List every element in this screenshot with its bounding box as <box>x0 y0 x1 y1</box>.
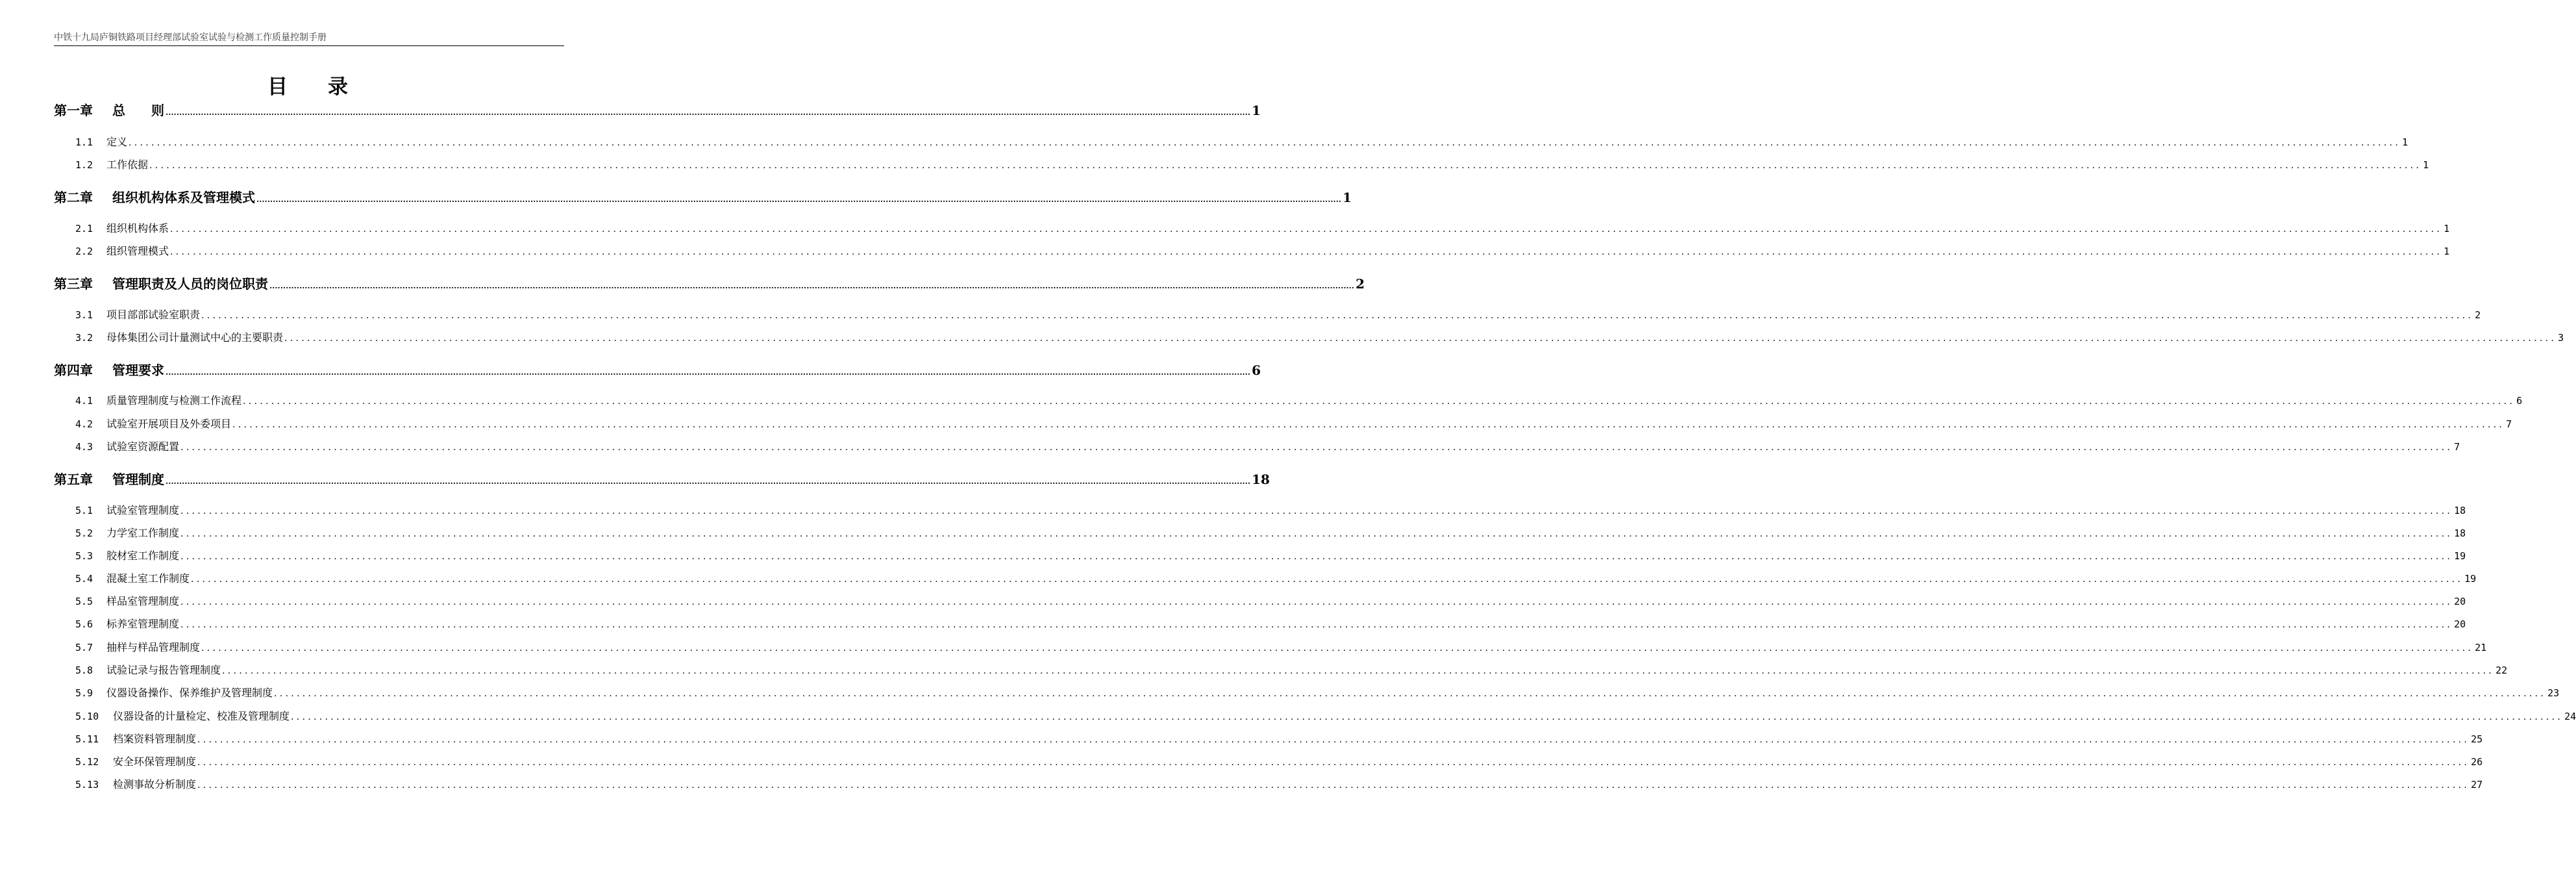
toc-chapter-entry[interactable] <box>0 469 1270 488</box>
leader-dots: ................................................................................................................................................................................................................................................................................................................................................................................................................ <box>197 757 2470 768</box>
entry-page-number: 1 <box>2423 159 2429 171</box>
entry-page-number: 25 <box>2471 733 2483 745</box>
entry-page-number: 18 <box>1252 472 1270 487</box>
leader-dots: ................................................................................................................................................................................................................................................................................................................................................................................................................ <box>166 108 1251 117</box>
entry-page-number: 23 <box>2547 687 2560 699</box>
entry-title: 仪器设备的计量检定、校准及管理制度 <box>113 710 290 722</box>
entry-page-number: 19 <box>2454 550 2466 562</box>
entry-number: 2.1 <box>75 223 93 234</box>
entry-title: 抽样与样品管理制度 <box>106 641 201 653</box>
entry-page-number: 18 <box>2454 527 2466 539</box>
entry-page-number: 27 <box>2471 779 2483 791</box>
entry-title: 试验记录与报告管理制度 <box>106 664 221 676</box>
toc-section-entry[interactable] <box>0 616 2466 631</box>
entry-number: 5.7 <box>75 642 93 653</box>
entry-number: 4.3 <box>75 441 93 453</box>
entry-page-number: 20 <box>2454 618 2466 630</box>
leader-dots: ................................................................................................................................................................................................................................................................................................................................................................................................................ <box>180 442 2453 453</box>
entry-number: 4.1 <box>75 395 93 407</box>
entry-title: 力学室工作制度 <box>106 527 180 539</box>
entry-number: 3.1 <box>75 309 93 321</box>
leader-dots: ................................................................................................................................................................................................................................................................................................................................................................................................................ <box>274 689 2547 699</box>
entry-title: 标养室管理制度 <box>106 618 180 630</box>
entry-number: 5.12 <box>75 756 99 768</box>
leader-dots: ................................................................................................................................................................................................................................................................................................................................................................................................................ <box>180 551 2453 562</box>
toc-chapter-entry[interactable] <box>0 360 1261 379</box>
entry-title: 试验室开展项目及外委项目 <box>106 418 232 430</box>
toc-section-entry[interactable] <box>0 502 2466 517</box>
entry-title: 仪器设备操作、保养维护及管理制度 <box>106 687 273 699</box>
toc-section-entry[interactable] <box>0 753 2483 768</box>
toc-title-part1: 目 <box>267 75 289 99</box>
toc-section-entry[interactable] <box>0 570 2477 585</box>
leader-dots: ................................................................................................................................................................................................................................................................................................................................................................................................................ <box>197 780 2470 791</box>
leader-dots: ................................................................................................................................................................................................................................................................................................................................................................................................................ <box>170 247 2443 257</box>
leader-dots: ................................................................................................................................................................................................................................................................................................................................................................................................................ <box>191 574 2464 585</box>
entry-page-number: 20 <box>2454 596 2466 607</box>
toc-section-entry[interactable] <box>0 134 2409 149</box>
toc-section-entry[interactable] <box>0 307 2481 322</box>
entry-title: 安全环保管理制度 <box>113 755 197 768</box>
entry-number: 5.6 <box>75 618 93 630</box>
leader-dots: ................................................................................................................................................................................................................................................................................................................................................................................................................ <box>129 138 2401 148</box>
entry-page-number: 18 <box>2454 505 2466 516</box>
entry-number: 第五章 <box>54 472 93 487</box>
entry-number: 第三章 <box>54 276 93 292</box>
leader-dots: ................................................................................................................................................................................................................................................................................................................................................................................................................ <box>256 195 1342 204</box>
toc-section-entry[interactable] <box>0 708 2576 723</box>
entry-title: 管理要求 <box>112 362 164 378</box>
toc-section-entry[interactable] <box>0 685 2560 700</box>
entry-page-number: 6 <box>1252 362 1261 378</box>
leader-dots: ................................................................................................................................................................................................................................................................................................................................................................................................................ <box>201 310 2474 321</box>
entry-page-number: 21 <box>2475 642 2487 653</box>
leader-dots: ................................................................................................................................................................................................................................................................................................................................................................................................................ <box>180 620 2453 630</box>
toc-section-entry[interactable] <box>0 639 2487 654</box>
entry-page-number: 2 <box>1356 276 1365 292</box>
leader-dots: ................................................................................................................................................................................................................................................................................................................................................................................................................ <box>197 735 2470 745</box>
leader-dots: ................................................................................................................................................................................................................................................................................................................................................................................................................ <box>166 477 1251 486</box>
toc-chapter-entry[interactable] <box>0 273 1365 292</box>
entry-number: 5.10 <box>75 711 99 722</box>
leader-dots: ................................................................................................................................................................................................................................................................................................................................................................................................................ <box>166 368 1251 377</box>
entry-title: 试验室资源配置 <box>106 440 180 453</box>
entry-title: 管理职责及人员的岗位职责 <box>112 276 268 292</box>
entry-number: 5.5 <box>75 596 93 607</box>
leader-dots: ................................................................................................................................................................................................................................................................................................................................................................................................................ <box>180 597 2453 607</box>
leader-dots: ................................................................................................................................................................................................................................................................................................................................................................................................................ <box>291 712 2564 722</box>
entry-page-number: 1 <box>1252 103 1261 118</box>
leader-dots: ................................................................................................................................................................................................................................................................................................................................................................................................................ <box>170 224 2443 234</box>
entry-page-number: 1 <box>2444 223 2450 234</box>
entry-title: 组织机构体系及管理模式 <box>112 190 255 205</box>
entry-title: 母体集团公司计量测试中心的主要职责 <box>106 331 284 344</box>
toc-chapter-entry[interactable] <box>0 100 1261 119</box>
entry-number: 5.3 <box>75 550 93 562</box>
entry-page-number: 7 <box>2506 418 2512 430</box>
toc-section-entry[interactable] <box>0 662 2508 677</box>
entry-number: 1.1 <box>75 136 93 148</box>
toc-section-entry[interactable] <box>0 593 2466 608</box>
entry-title: 质量管理制度与检测工作流程 <box>106 394 242 407</box>
entry-page-number: 7 <box>2454 441 2460 453</box>
toc-title <box>0 70 617 99</box>
entry-number: 5.2 <box>75 527 93 539</box>
entry-number: 5.11 <box>75 733 99 745</box>
entry-number: 2.2 <box>75 246 93 257</box>
entry-title: 定义 <box>106 136 128 148</box>
entry-title: 工作依据 <box>106 158 149 171</box>
entry-title: 项目部部试验室职责 <box>106 309 201 321</box>
entry-number: 5.13 <box>75 779 99 791</box>
entry-title: 混凝土室工作制度 <box>106 572 190 585</box>
toc-section-entry[interactable] <box>0 731 2483 746</box>
entry-page-number: 2 <box>2475 309 2481 321</box>
entry-number: 3.2 <box>75 332 93 344</box>
entry-title: 总 则 <box>112 103 164 118</box>
entry-page-number: 26 <box>2471 756 2483 768</box>
entry-number: 第四章 <box>54 362 93 378</box>
entry-page-number: 24 <box>2564 711 2576 722</box>
entry-number: 5.8 <box>75 664 93 676</box>
toc-section-entry[interactable] <box>0 329 2564 344</box>
entry-title: 档案资料管理制度 <box>113 733 197 745</box>
entry-title: 组织机构体系 <box>106 222 169 234</box>
toc-section-entry[interactable] <box>0 776 2483 791</box>
entry-title: 样品室管理制度 <box>106 595 180 607</box>
entry-number: 5.4 <box>75 573 93 585</box>
entry-page-number: 1 <box>1343 190 1352 205</box>
entry-page-number: 3 <box>2558 332 2564 344</box>
leader-dots: ................................................................................................................................................................................................................................................................................................................................................................................................................ <box>269 281 1355 290</box>
leader-dots: ................................................................................................................................................................................................................................................................................................................................................................................................................ <box>201 643 2474 653</box>
toc-section-entry[interactable] <box>0 392 2523 407</box>
toc-section-entry[interactable] <box>0 525 2466 540</box>
entry-title: 试验室管理制度 <box>106 504 180 516</box>
entry-page-number: 6 <box>2516 395 2523 407</box>
leader-dots: ................................................................................................................................................................................................................................................................................................................................................................................................................ <box>180 506 2453 516</box>
entry-title: 组织管理模式 <box>106 245 169 257</box>
entry-title: 检测事故分析制度 <box>113 778 197 791</box>
leader-dots: ................................................................................................................................................................................................................................................................................................................................................................................................................ <box>149 160 2422 171</box>
entry-number: 1.2 <box>75 159 93 171</box>
entry-number: 4.2 <box>75 418 93 430</box>
leader-dots: ................................................................................................................................................................................................................................................................................................................................................................................................................ <box>232 420 2505 430</box>
entry-number: 第二章 <box>54 190 93 205</box>
entry-title: 胶材室工作制度 <box>106 550 180 562</box>
toc-section-entry[interactable] <box>0 157 2429 171</box>
toc-section-entry[interactable] <box>0 438 2460 453</box>
leader-dots: ................................................................................................................................................................................................................................................................................................................................................................................................................ <box>222 666 2495 676</box>
toc-section-entry[interactable] <box>0 220 2450 235</box>
leader-dots: ................................................................................................................................................................................................................................................................................................................................................................................................................ <box>243 396 2516 407</box>
toc-chapter-entry[interactable] <box>0 187 1352 206</box>
entry-title: 管理制度 <box>112 472 164 487</box>
entry-page-number: 19 <box>2464 573 2477 585</box>
toc-section-entry[interactable] <box>0 416 2512 431</box>
entry-page-number: 1 <box>2444 246 2450 257</box>
entry-page-number: 22 <box>2496 664 2508 676</box>
toc-section-entry[interactable] <box>0 243 2450 258</box>
running-header: 中铁十九局庐铜铁路项目经理部试验室试验与检测工作质量控制手册 <box>54 30 564 46</box>
toc-section-entry[interactable] <box>0 548 2466 563</box>
toc-title-part2: 录 <box>328 75 349 99</box>
entry-page-number: 1 <box>2402 136 2409 148</box>
entry-number: 5.1 <box>75 505 93 516</box>
leader-dots: ................................................................................................................................................................................................................................................................................................................................................................................................................ <box>180 529 2453 539</box>
leader-dots: ................................................................................................................................................................................................................................................................................................................................................................................................................ <box>284 333 2557 344</box>
entry-number: 5.9 <box>75 687 93 699</box>
entry-number: 第一章 <box>54 103 93 118</box>
